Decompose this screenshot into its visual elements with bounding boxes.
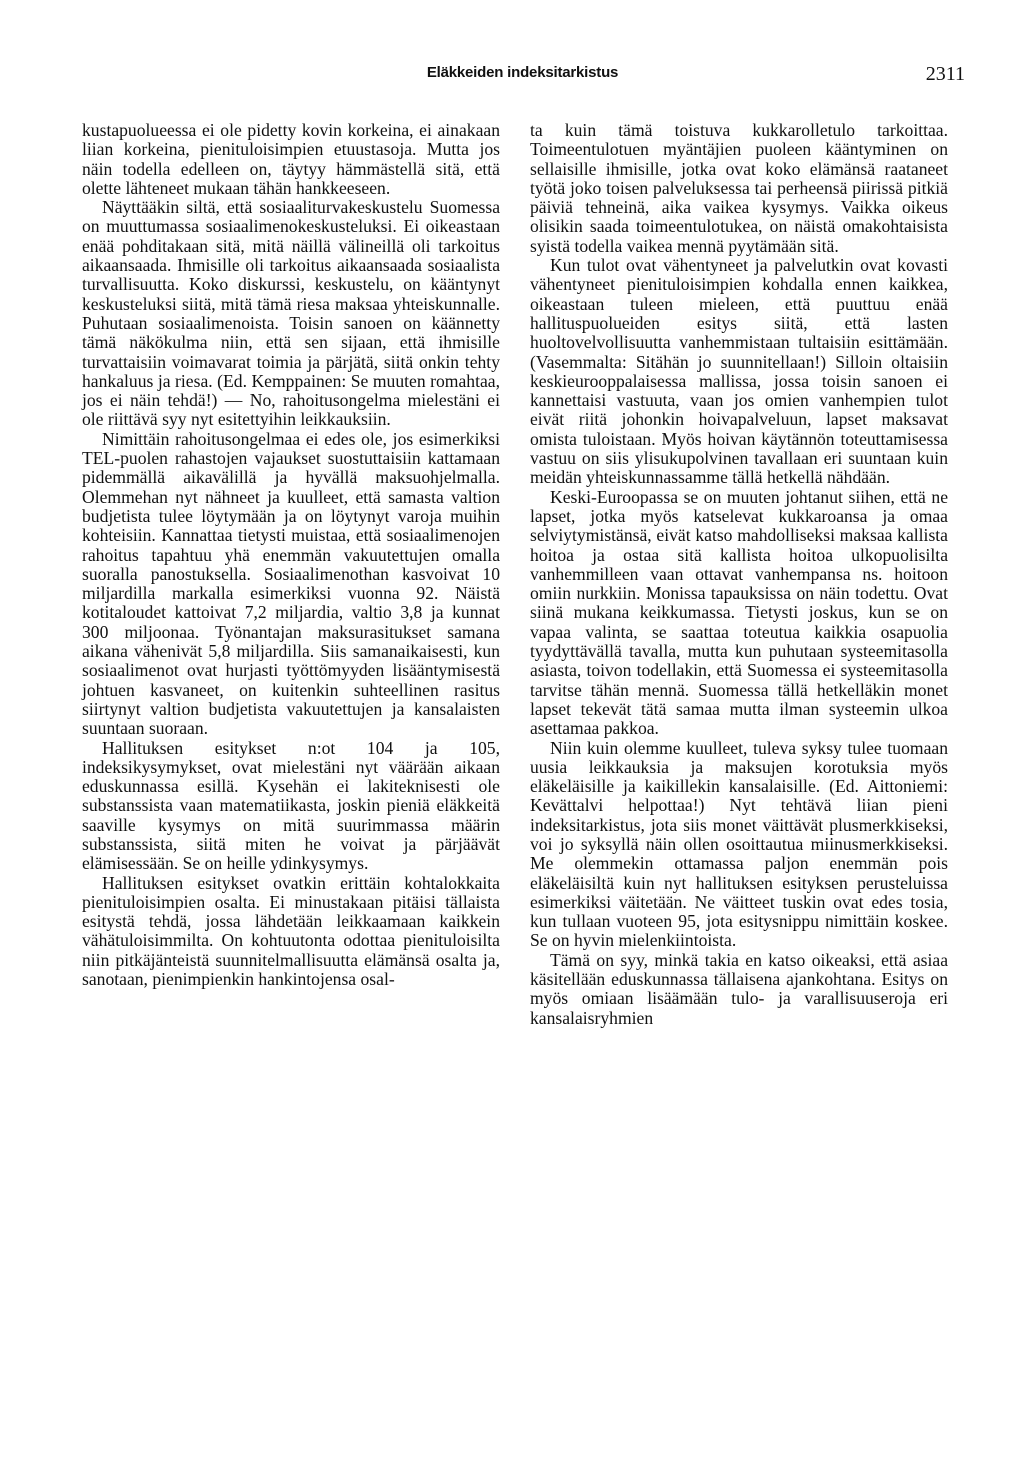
left-column — [82, 121, 500, 989]
paragraph: Hallituksen esitykset n:ot 104 ja 105, indeksikysymykset, ovat mielestäni nyt väärään aikaan eduskunnassa esillä. Kysehän ei lakiteknisesti ole substanssista vaan matematiikasta, joskin pieniä eläkkeitä saaville kysymys on mitä suurimmassa määrin substanssista, siitä miten he voivat ja pärjäävät elämisessään. Se on heille ydinkysymys. — [82, 737, 500, 874]
paragraph: Nimittäin rahoitusongelmaa ei edes ole, jos esimerkiksi TEL-puolen rahastojen vajaukset suostuttaisiin kattamaan pidemmällä aikavälillä ja hyvällä maksuohjelmalla. Olemmehan nyt nähneet ja kuulleet, että samasta valtion budjetista tulee löytymään ja on löytynyt varoja muihin kohteisiin. Kannattaa tietysti muistaa, että sosiaalimenojen rahoitus tapahtuu yhä enemmän vakuutettujen omalla suoralla panostuksella. Sosiaalimenothan kasvoivat 10 miljardilla markalla esimerkiksi vuonna 92. Näistä kotitaloudet kattoivat 7,2 miljardia, valtio 3,8 ja kunnat 300 miljoonaa. Työnantajan maksurasitukset samana aikana vähenivät 5,8 miljardilla. Siis samanaikaisesti, kun sosiaalimenot ovat hurjasti työttömyyden lisääntymisestä johtuen kasvaneet, on kuitenkin suhteellinen rasitus siirtynyt valtion budjetista vakuutettujen ja kansalaisten suuntaan suoraan. — [82, 428, 500, 739]
page-header — [80, 64, 965, 88]
paragraph: ta kuin tämä toistuva kukkarolletulo tarkoittaa. Toimeentulotuen myäntäjien puoleen kääntyminen on sellaisille ihmisille, jotka ovat koko elämänsä raataneet työtä joko toisen palveluksessa tai perheensä piirissä pitkiä päiviä tehneinä, aika vaikea kysymys. Vaikka oikeus olisikin saada toimeentulotukea, on näistä omakohtaisista syistä todella vaikea mennä pyytämään sitä. — [530, 120, 948, 256]
running-title: Eläkkeiden indeksitarkistus — [426, 64, 619, 81]
page-number: 2311 — [925, 63, 965, 85]
paragraph: Tämä on syy, minkä takia en katso oikeaksi, että asiaa käsitellään eduskunnassa tällaisena ajankohtana. Esitys on myös omiaan lisäämään tulo- ja varallisuuseroja eri kansalaisryhmien — [530, 949, 948, 1028]
paragraph: kustapuolueessa ei ole pidetty kovin korkeina, ei ainakaan liian korkeina, pienituloisimpien etuustasoja. Mutta jos näin todella edelleen on, täytyy hämmästellä sitä, että olette lähteneet mukaan tähän hankkeeseen. — [82, 120, 500, 198]
paragraph: Keski-Euroopassa se on muuten johtanut siihen, että ne lapset, jotka myös katselevat kukkaroansa ja omaa selviytymistänsä, eivät katso mahdolliseksi maksaa kallista hoitoa ja ostaa sitä kallista hoitoa ulkopuolisilta vanhemmilleen vaan ottavat vanhempansa ns. hoitoon omiin nurkkiin. Monissa tapauksissa on näin todettu. Ovat siinä mukana keikkumassa. Tietysti joskus, kun se on vapaa valinta, se saattaa toteutua kaikkia osapuolia tyydyttävällä tavalla, mutta kun puhutaan systeemitasolla asiasta, toivon todellakin, että Suomessa ei systeemitasolla tarvitse tähän mennä. Suomessa tällä hetkelläkin monet lapset tekevät tätä samaa mutta ilman systeemin ulkoa asettamaa pakkoa. — [530, 486, 948, 739]
paragraph: Niin kuin olemme kuulleet, tuleva syksy tulee tuomaan uusia leikkauksia ja maksujen korotuksia myös eläkeläisille ja kaikillekin kansalaisille. (Ed. Aittoniemi: Kevättalvi helpottaa!) Nyt tehtävä liian pieni indeksitarkistus, jota siis monet väittävät plusmerkkiseksi, voi jo syksyllä näin ollen osoittautua miinusmerkkiseksi. Me olemmekin ottamassa paljon enemmän pois eläkeläisiltä kuin nyt hallituksen esityksen perusteluissa esimerkiksi väitetään. Ne väitteet tuskin ovat edes tosia, kun tullaan vuoteen 95, jota esitysnippu nimittäin koskee. Se on hyvin mielenkiintoista. — [530, 737, 948, 951]
right-column — [530, 121, 948, 1028]
paragraph: Hallituksen esitykset ovatkin erittäin kohtalokkaita pienituloisimpien osalta. Ei minustakaan pitäisi tällaista esitystä tehdä, jossa lähdetään leikkaamaan kaikkein vähätuloisimmilta. On kohtuutonta odottaa pienituloisilta niin pitkäjänteistä suunnitelmallisuutta elämänsä osalta ja, sanotaan, pienimpienkin hankintojensa osal- — [82, 872, 500, 990]
paragraph: Näyttääkin siltä, että sosiaaliturvakeskustelu Suomessa on muuttumassa sosiaalimenokeskusteluksi. Ei oikeastaan enää pohditakaan sitä, mitä näillä välineillä oli tarkoitus aikaansaada. Ihmisille oli tarkoitus aikaansaada sosiaalista turvallisuutta. Koko diskurssi, keskustelu, on kääntynyt keskusteluksi siitä, mitä tämä riesa maksaa yhteiskunnalle. Puhutaan sosiaalimenoista. Toisin sanoen on käännetty tämä näkökulma niin, että sen sijaan, että ihmisille turvattaisiin voimavarat toimia ja pärjätä, siitä onkin tehty hankaluus ja riesa. (Ed. Kemppainen: Se muuten romahtaa, jos ei näin tehdä!) — No, rahoitusongelma mielestäni ei ole riittävä syy nyt esitettyihin leikkauksiin. — [82, 197, 500, 430]
paragraph: Kun tulot ovat vähentyneet ja palvelutkin ovat kovasti vähentyneet pienituloisimpien kohdalla ennen kaikkea, oikeastaan tuleen mieleen, että puuttuu enää hallituspuolueiden esitys siitä, että lasten huoltovelvollisuutta vanhemmistaan tultaisiin esittämään. (Vasemmalta: Sitähän jo suunnitellaan!) Silloin oltaisiin keskieurooppalaisessa mallissa, jossa toisin sanoen ei kannettaisi vastuuta, vaan jos omien vanhempien tulot eivät riitä johonkin hoivapalveluun, lapset maksavat omista tuloistaan. Myös hoivan käytännön toteuttamisessa vastuu on siis ylisukupolvinen tavallaan eri suuntaan kuin meidän yhteiskunnassamme tällä hetkellä nähdään. — [530, 255, 948, 488]
